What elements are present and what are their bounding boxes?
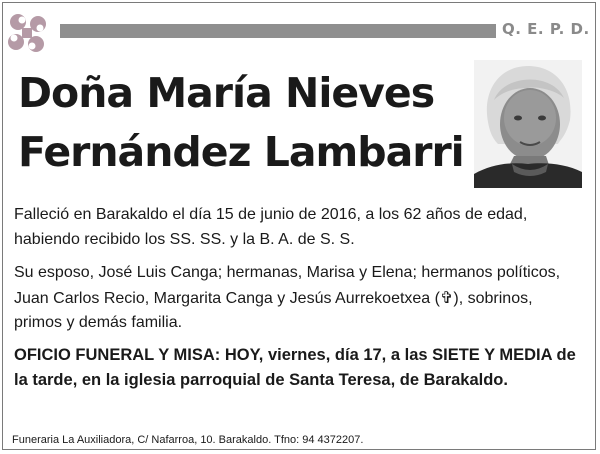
header-bar bbox=[60, 24, 496, 38]
family-details-text-b: ), sobrinos, primos y demás familia. bbox=[14, 289, 533, 331]
name-line-1: Doña María Nieves bbox=[18, 69, 435, 117]
lauburu-icon bbox=[4, 10, 50, 56]
deceased-name bbox=[18, 64, 468, 182]
qepd-label: Q. E. P. D. bbox=[502, 20, 590, 38]
cross-icon: ✞ bbox=[439, 287, 454, 307]
funeral-details: OFICIO FUNERAL Y MISA: HOY, viernes, día 17, a las SIETE Y MEDIA de la tarde, en la iglesia parroquial de Santa Teresa, de Barakaldo. bbox=[14, 346, 576, 389]
name-line-2: Fernández Lambarri bbox=[18, 128, 464, 176]
family-details bbox=[14, 261, 584, 336]
portrait-photo bbox=[474, 60, 582, 188]
portrait-silhouette bbox=[474, 60, 582, 188]
funeral-home-footer: Funeraria La Auxiliadora, C/ Nafarroa, 10. Barakaldo. Tfno: 94 4372207. bbox=[12, 434, 364, 446]
death-details: Falleció en Barakaldo el día 15 de junio de 2016, a los 62 años de edad, habiendo recibido los SS. SS. y la B. A. de S. S. bbox=[14, 206, 528, 248]
family-details-text-a: Su esposo, José Luis Canga; hermanas, Marisa y Elena; hermanos políticos, Juan Carlos Recio, Margarita Canga y Jesús Aurrekoetxea ( bbox=[14, 264, 561, 307]
